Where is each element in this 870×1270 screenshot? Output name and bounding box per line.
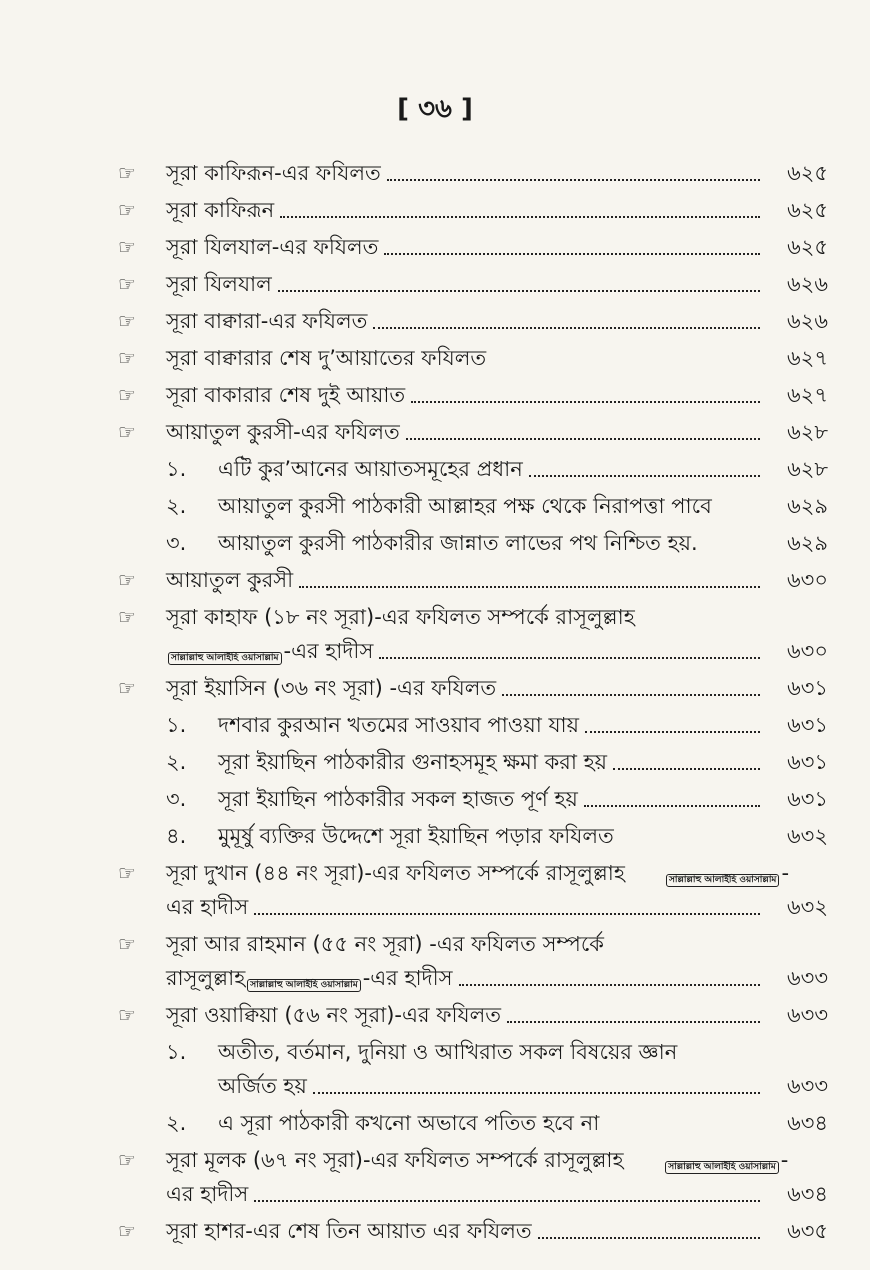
leader-dots	[704, 545, 760, 551]
toc-entry	[118, 665, 828, 702]
pointing-hand-icon: ☞	[118, 420, 136, 444]
pointing-hand-icon: ☞	[118, 605, 136, 629]
entry-page: ৬৩২	[787, 894, 828, 919]
entry-page: ৬২৭	[787, 345, 828, 370]
leader-dots	[387, 175, 760, 181]
subentry-number: ১.	[166, 712, 187, 737]
entry-title: সূরা ইয়াছিন পাঠকারীর সকল হাজত পূর্ণ হয়	[218, 786, 578, 811]
toc-subentry	[118, 776, 828, 813]
entry-title-tail: -	[780, 1147, 789, 1172]
pointing-hand-icon: ☞	[118, 198, 136, 222]
subentry-number: ১.	[166, 1039, 187, 1064]
entry-title: সূরা ইয়াছিন পাঠকারীর গুনাহসমূহ ক্ষমা করা হয়	[218, 749, 608, 774]
subentry-number: ২.	[166, 749, 187, 774]
toc-entry	[118, 557, 828, 594]
entry-title-continued: অর্জিত হয়	[218, 1073, 307, 1098]
entry-title-continued: -এর হাদীস	[362, 965, 453, 990]
entry-title: সূরা আর রাহমান (৫৫ নং সূরা) -এর ফযিলত সম্পর্কে	[166, 931, 604, 956]
pointing-hand-icon: ☞	[118, 932, 136, 956]
entry-page: ৬৩১	[787, 712, 828, 737]
leader-dots	[507, 1017, 760, 1023]
entry-title: আয়াতুল কুরসী পাঠকারী আল্লাহর পক্ষ থেকে নিরাপত্তা পাবে	[218, 493, 712, 518]
entry-page: ৬২৭	[787, 382, 828, 407]
entry-page: ৬৩২	[787, 823, 828, 848]
pointing-hand-icon: ☞	[118, 309, 136, 333]
entry-page: ৬৩১	[787, 749, 828, 774]
pointing-hand-icon: ☞	[118, 676, 136, 700]
entry-title-continued: -এর হাদীস	[283, 638, 374, 663]
toc-entry	[118, 298, 828, 335]
entry-page: ৬২৫	[787, 160, 828, 185]
pointing-hand-icon: ☞	[118, 1148, 136, 1172]
entry-title: সূরা বাক্বারা-এর ফযিলত	[166, 308, 368, 333]
pointing-hand-icon: ☞	[118, 235, 136, 259]
subentry-number: ১.	[166, 456, 187, 481]
subentry-number: ২.	[166, 493, 187, 518]
leader-dots	[613, 764, 760, 770]
toc-subentry	[118, 483, 828, 520]
pointing-hand-icon: ☞	[118, 383, 136, 407]
entry-title: মুমূর্ষু ব্যক্তির উদ্দেশে সূরা ইয়াছিন পড়ার ফযিলত	[218, 823, 614, 848]
saw-calligraphy-mark: সাল্লাল্লাহু আলাইহি ওয়াসাল্লাম	[247, 979, 361, 992]
leader-dots	[459, 980, 760, 986]
saw-calligraphy-mark: সাল্লাল্লাহু আলাইহি ওয়াসাল্লাম	[666, 874, 780, 887]
leader-dots	[411, 397, 760, 403]
entry-title: দশবার কুরআন খতমের সাওয়াব পাওয়া যায়	[218, 712, 580, 737]
entry-title: সূরা যিলযাল-এর ফযিলত	[166, 234, 379, 259]
toc-entry	[118, 150, 828, 187]
entry-page: ৬২৯	[787, 493, 828, 518]
leader-dots	[620, 838, 760, 844]
entry-page: ৬২৬	[787, 271, 828, 296]
page-number: [ ৩৬ ]	[397, 94, 473, 124]
entry-page: ৬২৮	[787, 456, 828, 481]
entry-title-continued-head: রাসূলুল্লাহ	[166, 965, 246, 990]
entry-title: এ সূরা পাঠকারী কখনো অভাবে পতিত হবে না	[218, 1110, 600, 1135]
toc-entry	[118, 261, 828, 298]
toc-subentry	[118, 702, 828, 739]
saw-calligraphy-mark: সাল্লাল্লাহু আলাইহি ওয়াসাল্লাম	[665, 1161, 779, 1174]
entry-page: ৬৩৫	[787, 1218, 828, 1243]
pointing-hand-icon: ☞	[118, 161, 136, 185]
leader-dots	[718, 508, 760, 514]
toc-subentry	[118, 813, 828, 850]
entry-page: ৬৩৩	[787, 965, 828, 990]
entry-title: আয়াতুল কুরসী-এর ফযিলত	[166, 419, 400, 444]
leader-dots	[529, 471, 760, 477]
toc-entry	[118, 335, 828, 372]
entry-page: ৬৩১	[787, 675, 828, 700]
entry-page: ৬২৯	[787, 530, 828, 555]
pointing-hand-icon: ☞	[118, 568, 136, 592]
leader-dots	[492, 360, 760, 366]
leader-dots	[585, 727, 760, 733]
entry-page: ৬৩৩	[787, 1073, 828, 1098]
entry-page: ৬২৬	[787, 308, 828, 333]
leader-dots	[538, 1233, 760, 1239]
toc-entry	[118, 409, 828, 446]
pointing-hand-icon: ☞	[118, 346, 136, 370]
entry-title: অতীত, বর্তমান, দুনিয়া ও আখিরাত সকল বিষয়ের জ্ঞান	[218, 1039, 678, 1064]
entry-page: ৬২৫	[787, 197, 828, 222]
toc-entry	[118, 850, 828, 921]
entry-title: সূরা কাফিরূন-এর ফযিলত	[166, 160, 381, 185]
entry-page: ৬৩০	[787, 638, 828, 663]
entry-page: ৬৩৪	[787, 1110, 828, 1135]
leader-dots	[384, 249, 760, 255]
entry-page: ৬৩০	[787, 567, 828, 592]
entry-title: সূরা ইয়াসিন (৩৬ নং সূরা) -এর ফযিলত	[166, 675, 497, 700]
leader-dots	[254, 1196, 760, 1202]
pointing-hand-icon: ☞	[118, 1003, 136, 1027]
leader-dots	[278, 286, 760, 292]
subentry-number: ২.	[166, 1110, 187, 1135]
subentry-number: ৩.	[166, 530, 187, 555]
pointing-hand-icon: ☞	[118, 1219, 136, 1243]
leader-dots	[373, 323, 760, 329]
entry-title: সূরা মূলক (৬৭ নং সূরা)-এর ফযিলত সম্পর্কে রাসূলুল্লাহ	[166, 1147, 624, 1172]
leader-dots	[502, 690, 760, 696]
entry-title-continued: এর হাদীস	[166, 894, 249, 919]
toc-subentry	[118, 1100, 828, 1137]
entry-page: ৬৩৪	[787, 1181, 828, 1206]
leader-dots	[406, 434, 760, 440]
toc-entry	[118, 187, 828, 224]
leader-dots	[379, 653, 760, 659]
toc-entry	[118, 1208, 828, 1245]
toc-subentry	[118, 739, 828, 776]
entry-title-tail: -	[781, 860, 790, 885]
entry-title: সূরা কাহাফ (১৮ নং সূরা)-এর ফযিলত সম্পর্কে রাসূলুল্লাহ	[166, 604, 635, 629]
entry-title: সূরা দুখান (৪৪ নং সূরা)-এর ফযিলত সম্পর্কে রাসূলুল্লাহ	[166, 860, 625, 885]
entry-page: ৬২৫	[787, 234, 828, 259]
subentry-number: ৩.	[166, 786, 187, 811]
toc-entry	[118, 992, 828, 1029]
subentry-number: ৪.	[166, 823, 187, 848]
entry-title: এটি কুর’আনের আয়াতসমূহের প্রধান	[218, 456, 523, 481]
toc-entry	[118, 921, 828, 992]
entry-page: ৬৩৩	[787, 1002, 828, 1027]
saw-calligraphy-mark: সাল্লাল্লাহু আলাইহি ওয়াসাল্লাম	[168, 652, 282, 665]
leader-dots	[605, 1125, 760, 1131]
leader-dots	[584, 801, 760, 807]
toc-subentry	[118, 446, 828, 483]
toc-entry	[118, 594, 828, 665]
toc-subentry	[118, 1029, 828, 1100]
toc-subentry	[118, 520, 828, 557]
entry-title: সূরা যিলযাল	[166, 271, 272, 296]
entry-title-continued: এর হাদীস	[166, 1181, 249, 1206]
entry-title: সূরা হাশর-এর শেষ তিন আয়াত এর ফযিলত	[166, 1218, 532, 1243]
toc-entry	[118, 372, 828, 409]
leader-dots	[280, 212, 760, 218]
pointing-hand-icon: ☞	[118, 272, 136, 296]
entry-title: আয়াতুল কুরসী	[166, 567, 294, 592]
table-of-contents	[118, 150, 828, 1245]
pointing-hand-icon: ☞	[118, 861, 136, 885]
leader-dots	[313, 1088, 760, 1094]
entry-title: সূরা কাফিরূন	[166, 197, 275, 222]
entry-title: সূরা ওয়াক্বিয়া (৫৬ নং সূরা)-এর ফযিলত	[166, 1002, 502, 1027]
entry-title: সূরা বাক্বারার শেষ দু’আয়াতের ফযিলত	[166, 345, 487, 370]
toc-entry	[118, 1137, 828, 1208]
entry-title: আয়াতুল কুরসী পাঠকারীর জান্নাত লাভের পথ নিশ্চিত হয়.	[218, 530, 698, 555]
leader-dots	[254, 909, 760, 915]
entry-page: ৬২৮	[787, 419, 828, 444]
toc-entry	[118, 224, 828, 261]
entry-title: সূরা বাকারার শেষ দুই আয়াত	[166, 382, 406, 407]
entry-page: ৬৩১	[787, 786, 828, 811]
leader-dots	[299, 582, 760, 588]
